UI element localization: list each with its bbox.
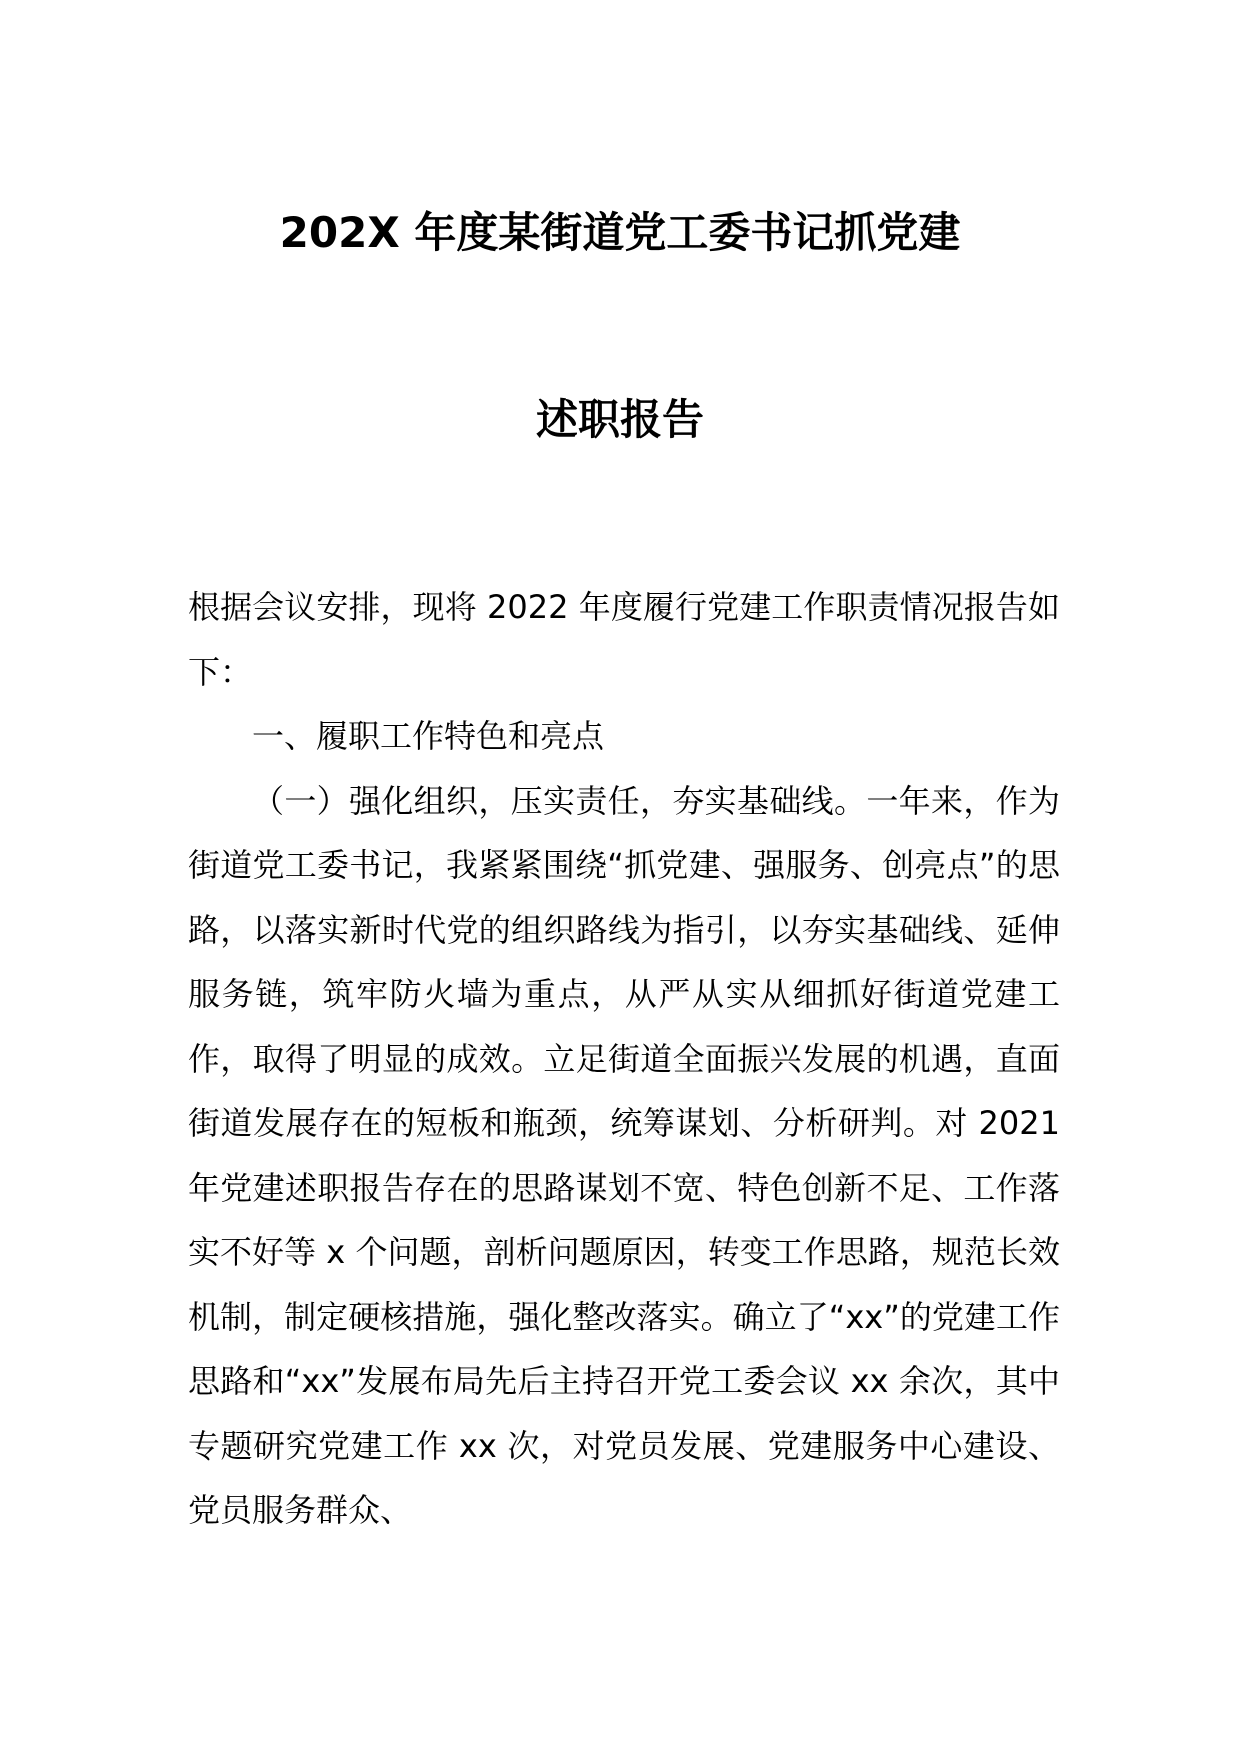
document-title-line-2: 述职报告: [535, 395, 704, 444]
intro-paragraph: 根据会议安排，现将 2022 年度履行党建工作职责情况报告如下：: [188, 588, 1060, 691]
section-heading: 一、履职工作特色和亮点: [252, 717, 605, 755]
body-paragraph: （一）强化组织，压实责任，夯实基础线。一年来，作为街道党工委书记，我紧紧围绕“抓党建、强服务、创亮点”的思路，以落实新时代党的组织路线为指引，以夯实基础线、延伸服务链，筑牢防火墙为重点，从严从实从细抓好街道党建工作，取得了明显的成效。立足街道全面振兴发展的机遇，直面街道发展存在的短板和瓶颈，统筹谋划、分析研判。对 2021 年党建述职报告存在的思路谋划不宽、特色创新不足、工作落实不好等 x 个问题，剖析问题原因，转变工作思路，规范长效机制，制定硬核措施，强化整改落实。确立了“xx”的党建工作思路和“xx”发展布局先后主持召开党工委会议 xx 余次，其中专题研究党建工作 xx 次，对党员发展、党建服务中心建设、党员服务群众、: [188, 781, 1060, 1529]
document-title-line-1: 202X 年度某街道党工委书记抓党建: [279, 208, 961, 257]
document-body: [188, 575, 1060, 1543]
